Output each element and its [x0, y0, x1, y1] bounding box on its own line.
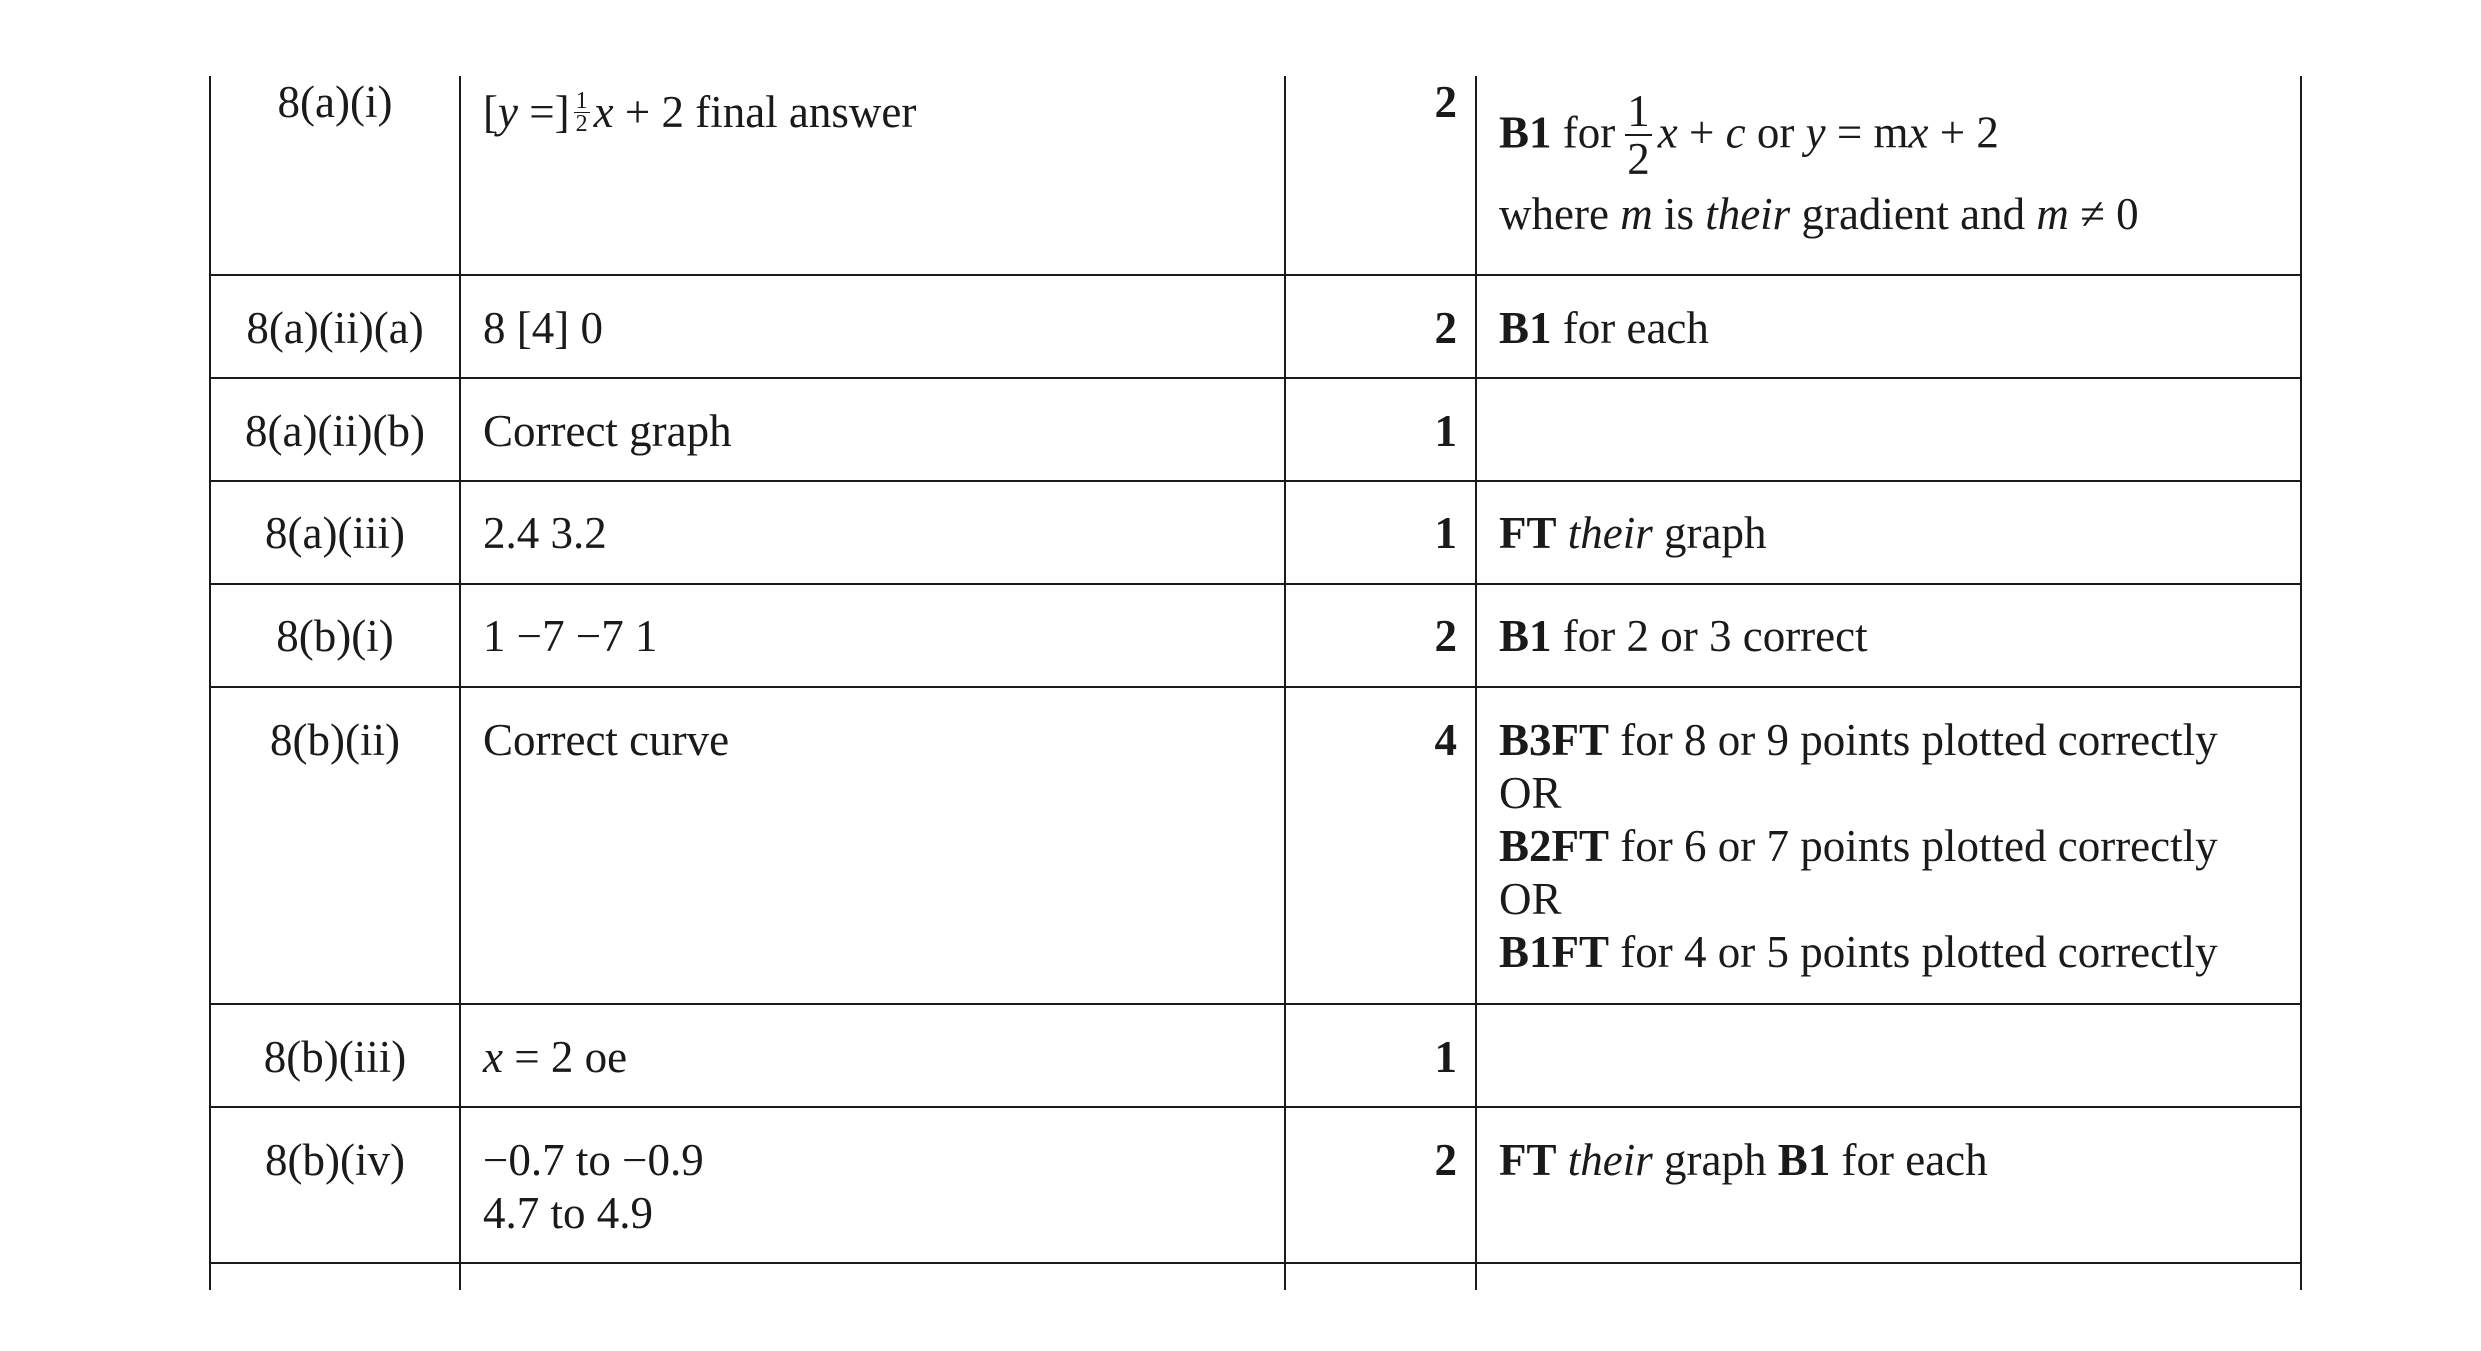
fraction-denominator: 2	[1627, 134, 1650, 184]
answer-cell: 8 [4] 0	[483, 303, 603, 353]
fraction-denominator: 2	[575, 111, 588, 138]
guidance-text: where	[1499, 189, 1621, 239]
marks-value: 2	[1434, 77, 1457, 127]
answer-cell: 2.4 3.2	[483, 508, 607, 558]
question-number: 8(b)(iii)	[263, 1032, 407, 1082]
guidance-cell	[1499, 86, 2139, 241]
guidance-text: + 2	[1928, 107, 1999, 158]
marks-value: 2	[1434, 303, 1457, 353]
guidance-fraction	[1625, 88, 1652, 182]
guidance-variable: c	[1725, 107, 1746, 158]
question-number: 8(a)(iii)	[265, 508, 405, 558]
row-divider	[209, 686, 2302, 688]
fraction-numerator: 1	[575, 88, 588, 115]
guidance-text: for	[1551, 107, 1616, 158]
mark-code: FT	[1499, 1135, 1557, 1185]
answer-cell: 1 −7 −7 1	[483, 611, 658, 661]
guidance-text: graph	[1652, 508, 1767, 558]
answer-variable: x	[483, 1032, 503, 1082]
mark-code: B1	[1777, 1135, 1831, 1185]
guidance-text: gradient and	[1790, 189, 2037, 239]
answer-cell	[483, 1031, 627, 1084]
marks-value: 2	[1434, 1135, 1457, 1185]
answer-fraction	[574, 88, 590, 138]
row-divider	[209, 274, 2302, 276]
marks-value: 1	[1434, 1032, 1457, 1082]
guidance-variable: x	[1908, 107, 1929, 158]
guidance-variable: m	[1620, 189, 1653, 239]
guidance-text: for 8 or 9 points plotted correctly	[1609, 715, 2218, 765]
guidance-cell	[1499, 610, 1868, 663]
row-divider	[209, 1003, 2302, 1005]
row-divider	[209, 1106, 2302, 1108]
row-divider	[209, 583, 2302, 585]
answer-cell: Correct graph	[483, 406, 732, 456]
guidance-variable: x	[1657, 107, 1678, 158]
guidance-emphasis: their	[1705, 189, 1791, 239]
question-number: 8(b)(ii)	[270, 715, 400, 765]
answer-cell	[483, 86, 916, 139]
answer-text: + 2 final answer	[613, 87, 917, 137]
row-divider	[209, 377, 2302, 379]
mark-code: B1	[1499, 303, 1552, 353]
mark-code: B3FT	[1499, 715, 1610, 765]
answer-text: −0.7 to −0.9	[483, 1135, 704, 1185]
guidance-text: OR	[1499, 768, 1562, 818]
mark-code: B1	[1499, 107, 1552, 158]
guidance-text: +	[1677, 107, 1726, 158]
mark-code: B2FT	[1499, 821, 1610, 871]
guidance-text: ≠ 0	[2068, 189, 2139, 239]
answer-text: =]	[517, 87, 570, 137]
guidance-cell	[1499, 1134, 1988, 1187]
answer-cell	[483, 1134, 704, 1240]
guidance-text: graph	[1652, 1135, 1778, 1185]
mark-code: B1FT	[1499, 927, 1610, 977]
marks-value: 1	[1434, 508, 1457, 558]
marks-value: 2	[1434, 611, 1457, 661]
guidance-text: or	[1745, 107, 1806, 158]
guidance-emphasis: their	[1567, 1135, 1653, 1185]
guidance-cell	[1499, 302, 1709, 355]
question-number: 8(a)(ii)(b)	[245, 406, 425, 456]
row-divider	[209, 1262, 2302, 1264]
guidance-variable: y	[1805, 107, 1826, 158]
guidance-cell	[1499, 507, 1766, 560]
question-number: 8(a)(i)	[277, 77, 393, 127]
answer-variable: y	[498, 87, 518, 137]
marks-value: 4	[1434, 715, 1457, 765]
question-number: 8(b)(iv)	[265, 1135, 405, 1185]
marks-value: 1	[1434, 406, 1457, 456]
guidance-emphasis: their	[1567, 508, 1653, 558]
guidance-variable: m	[2036, 189, 2069, 239]
mark-code: FT	[1499, 508, 1557, 558]
guidance-cell	[1499, 714, 2218, 979]
row-divider	[209, 480, 2302, 482]
guidance-text: for 2 or 3 correct	[1551, 611, 1868, 661]
fraction-numerator: 1	[1627, 86, 1650, 136]
mark-code: B1	[1499, 611, 1552, 661]
answer-cell: Correct curve	[483, 715, 730, 765]
guidance-text: for each	[1830, 1135, 1988, 1185]
guidance-text: for each	[1551, 303, 1709, 353]
answer-text: = 2 oe	[502, 1032, 628, 1082]
question-number: 8(b)(i)	[276, 611, 394, 661]
answer-text: 4.7 to 4.9	[483, 1188, 654, 1238]
answer-text: [	[483, 87, 498, 137]
question-number: 8(a)(ii)(a)	[246, 303, 424, 353]
guidance-text: = m	[1825, 107, 1909, 158]
answer-variable: x	[593, 87, 614, 137]
guidance-text: OR	[1499, 874, 1562, 924]
guidance-text: is	[1652, 189, 1706, 239]
guidance-text: for 4 or 5 points plotted correctly	[1609, 927, 2218, 977]
guidance-text: for 6 or 7 points plotted correctly	[1609, 821, 2218, 871]
